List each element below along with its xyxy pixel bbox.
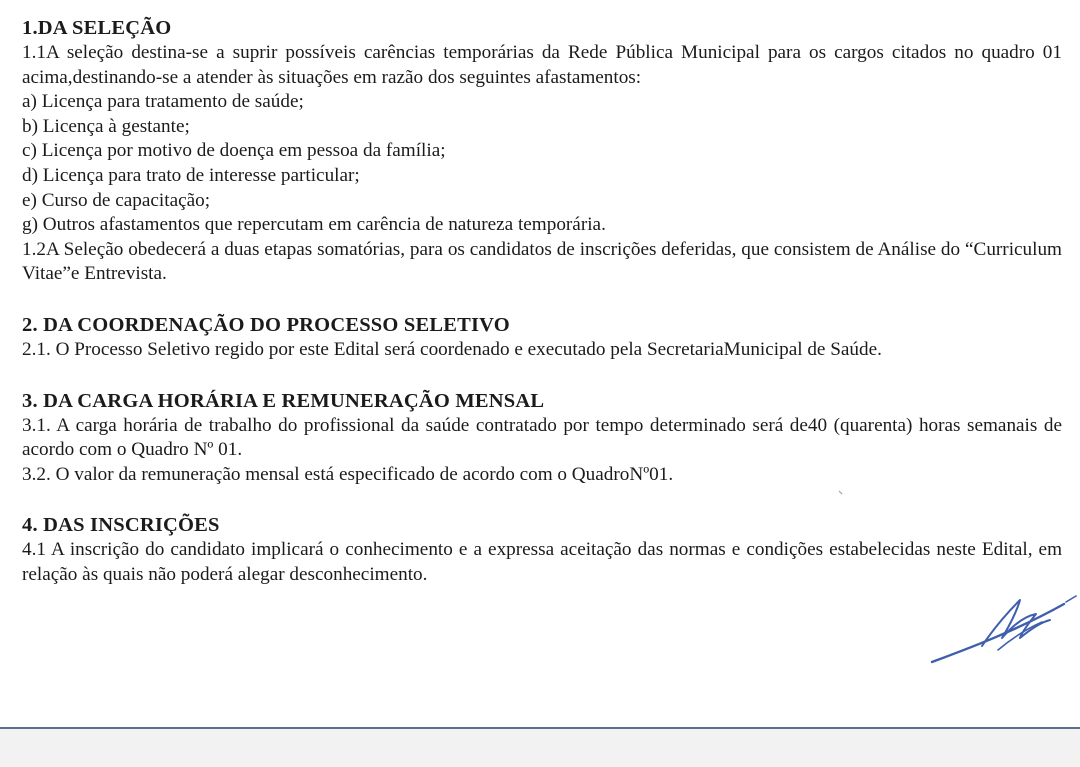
section-carga-horaria [22,389,1062,488]
section-heading: 4. DAS INSCRIÇÕES [22,514,220,537]
list-item: d) Licença para trato de interesse particular; [22,164,360,186]
list-item: g) Outros afastamentos que repercutam em carência de natureza temporária. [22,214,606,236]
section-coordenacao [22,313,1062,363]
paragraph-1-1: 1.1A seleção destina-se a suprir possíveis carências temporárias da Rede Pública Municipal para os cargos citados no quadro 01 acima,destinando-se a atender às situações em razão dos seguintes afastamentos: [22,42,1062,88]
section-selecao [22,16,1062,287]
list-item: c) Licença por motivo de doença em pessoa da família; [22,140,446,162]
section-inscricoes [22,513,1062,587]
afastamentos-list [22,90,1062,238]
signature-icon [924,588,1080,668]
paragraph-1-2: 1.2A Seleção obedecerá a duas etapas somatórias, para os candidatos de inscrições deferidas, que consistem de Análise do “Curriculum Vitae”e Entrevista. [22,238,1062,285]
background-strip [0,729,1080,767]
ink-mark-icon [838,490,844,496]
section-heading: 1.DA SELEÇÃO [22,17,172,39]
list-item: a) Licença para tratamento de saúde; [22,91,304,113]
section-heading: 2. DA COORDENAÇÃO DO PROCESSO SELETIVO [22,313,510,336]
list-item: b) Licença à gestante; [22,115,190,137]
list-item: e) Curso de capacitação; [22,189,211,211]
paragraph-3-2: 3.2. O valor da remuneração mensal está especificado de acordo com o QuadroNº01. [22,463,674,485]
document-body [22,16,1062,588]
paragraph-4-1: 4.1 A inscrição do candidato implicará o conhecimento e a expressa aceitação das normas e condições estabelecidas neste Edital, em relação às quais não poderá alegar desconhecimento. [22,539,1062,585]
paragraph-2-1: 2.1. O Processo Seletivo regido por este Edital será coordenado e executado pela SecretariaMunicipal de Saúde. [22,338,882,360]
paragraph-3-1: 3.1. A carga horária de trabalho do profissional da saúde contratado por tempo determinado será de40 (quarenta) horas semanais de acordo com o Quadro Nº 01. [22,414,1062,461]
section-heading: 3. DA CARGA HORÁRIA E REMUNERAÇÃO MENSAL [22,389,545,412]
